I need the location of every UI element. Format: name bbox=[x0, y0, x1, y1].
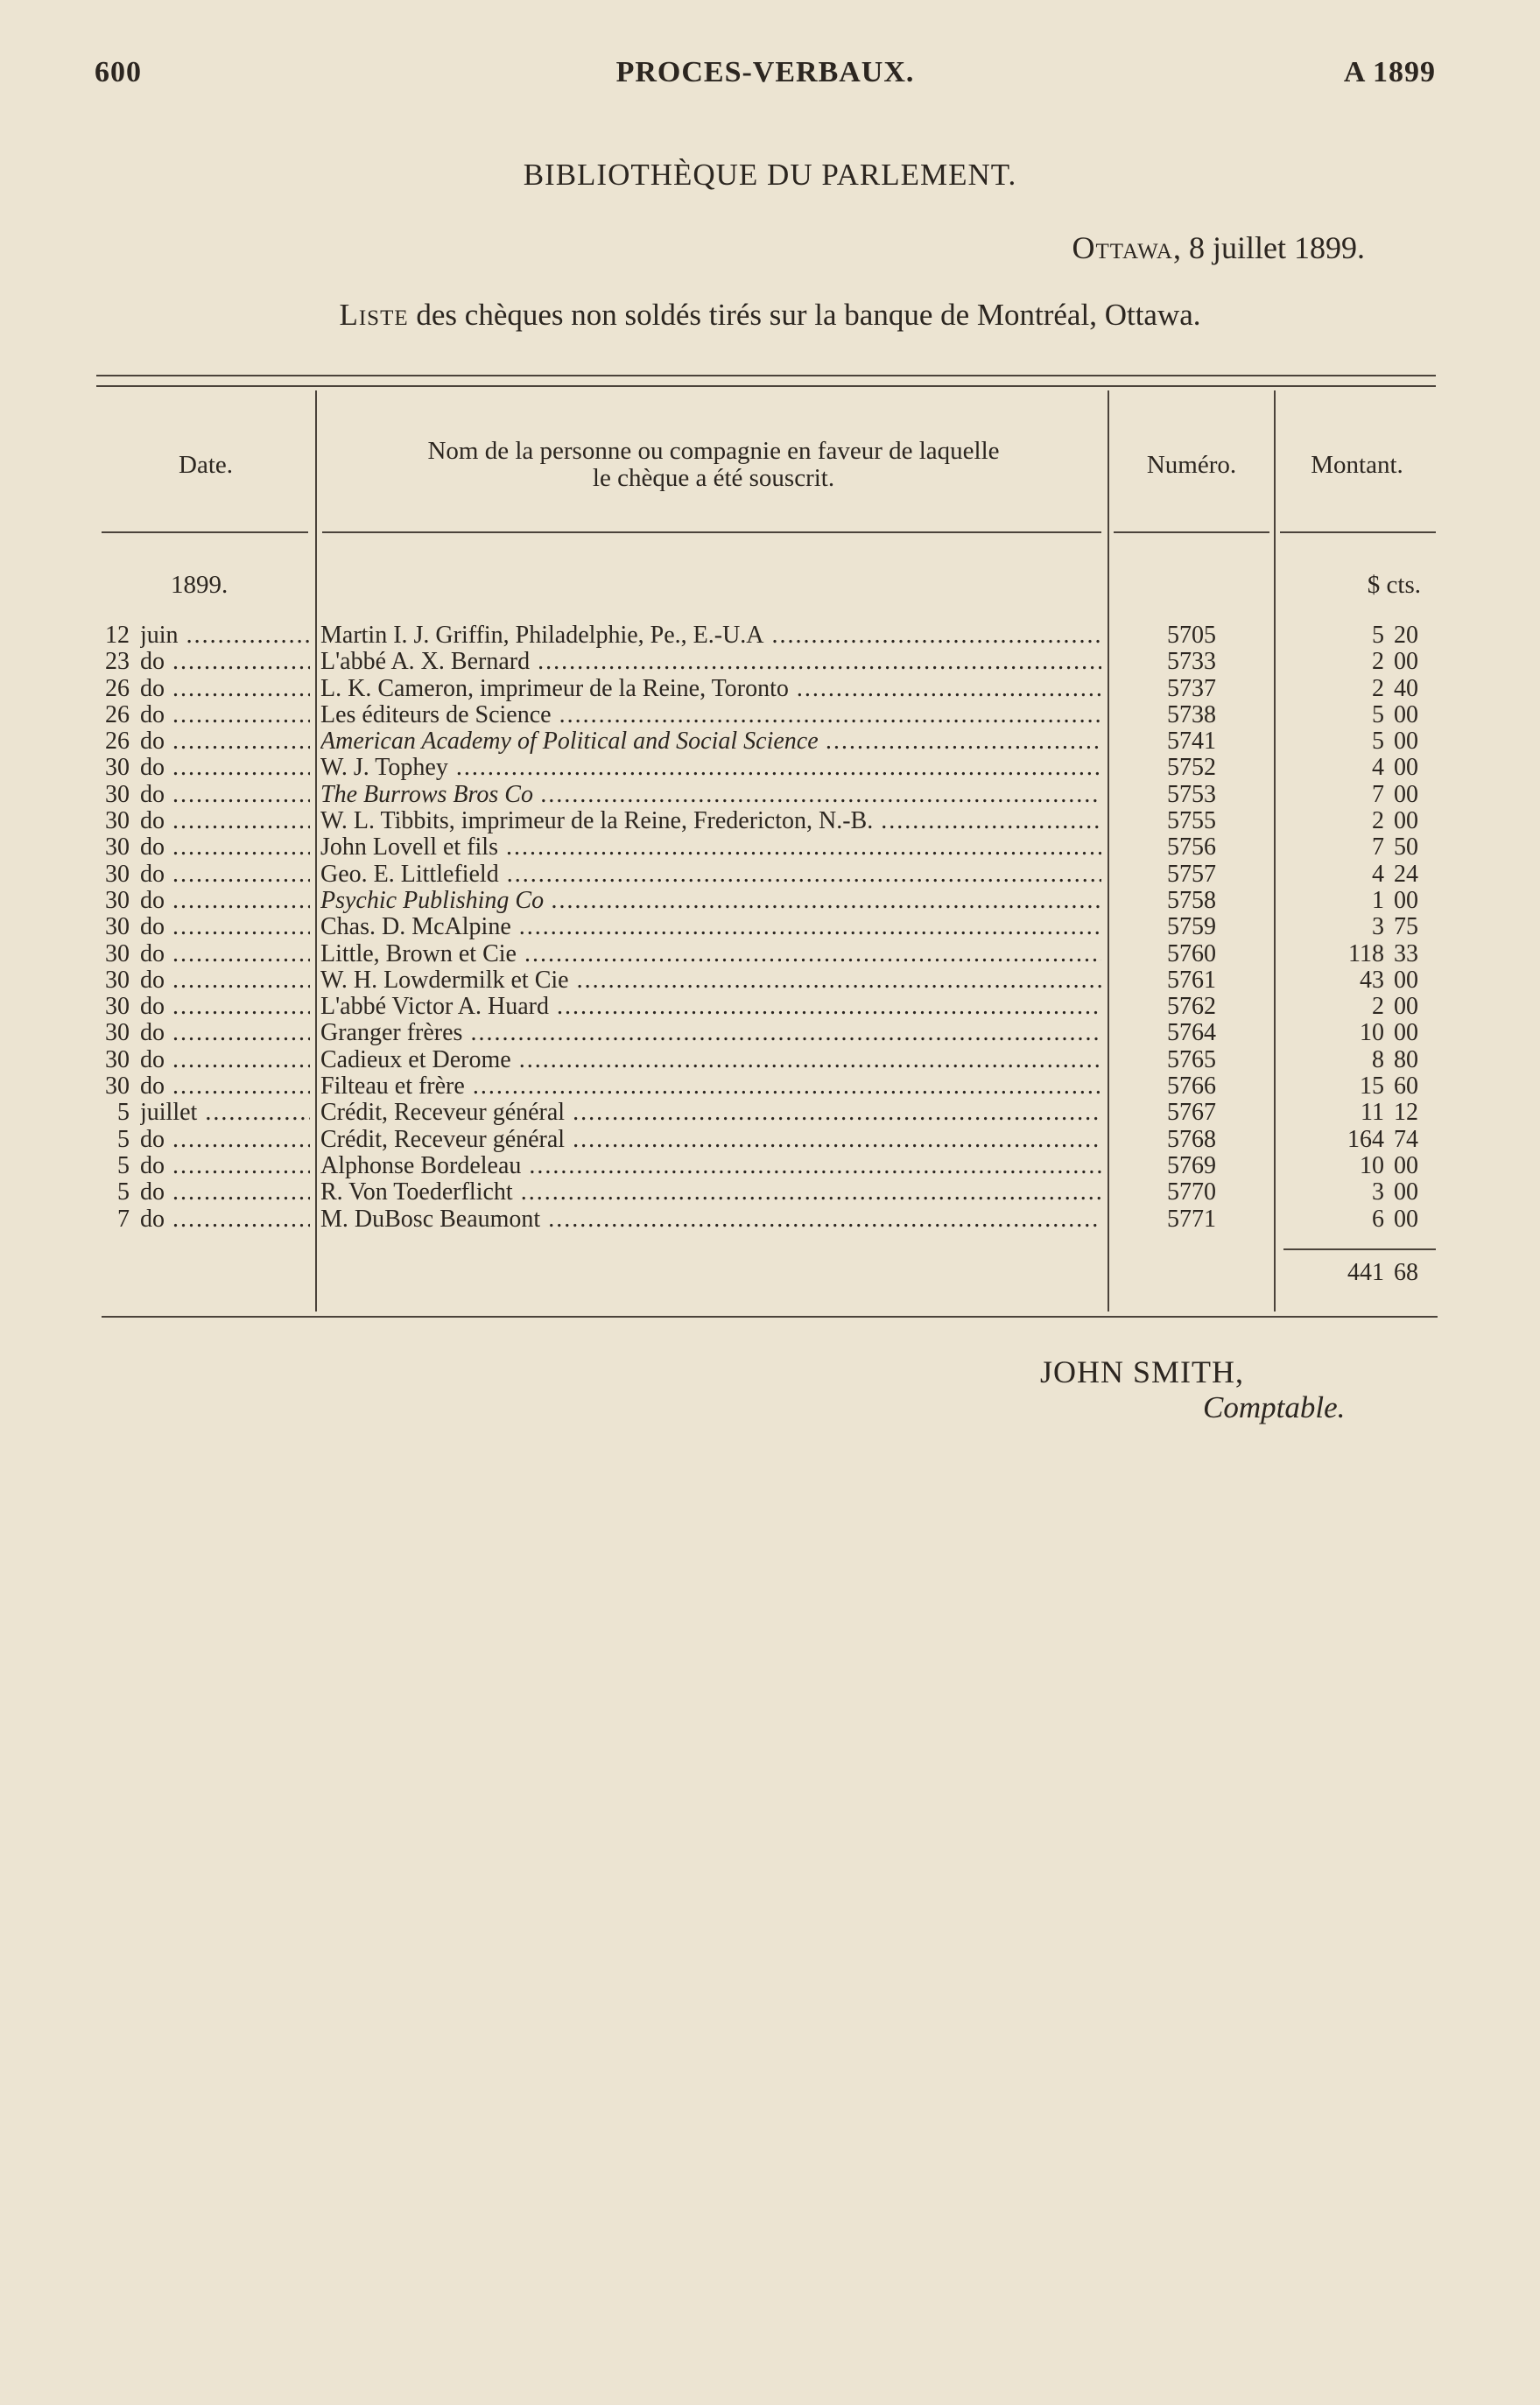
row-payee: Chas. D. McAlpine ..... bbox=[320, 914, 1101, 940]
row-cents: 74 bbox=[1394, 1125, 1418, 1153]
row-payee: Little, Brown et Cie ..... bbox=[320, 941, 1101, 967]
row-month: do ..... bbox=[140, 888, 310, 914]
caption-lead: Liste bbox=[339, 298, 409, 332]
header-separator bbox=[1114, 531, 1269, 533]
table-row bbox=[0, 1206, 1540, 1233]
row-day: 23 bbox=[105, 648, 130, 676]
total-dollars: 441 bbox=[1347, 1259, 1384, 1286]
row-dollars: 15 bbox=[1360, 1072, 1384, 1101]
table-row bbox=[0, 676, 1540, 702]
row-cents: 60 bbox=[1394, 1072, 1418, 1101]
row-dollars: 43 bbox=[1360, 966, 1384, 994]
table-row bbox=[0, 1153, 1540, 1179]
table-row bbox=[0, 994, 1540, 1020]
row-day: 7 bbox=[117, 1205, 130, 1233]
row-cents: 00 bbox=[1394, 754, 1418, 782]
table-row bbox=[0, 941, 1540, 967]
row-month: juillet ..... bbox=[140, 1100, 310, 1126]
row-payee: Les éditeurs de Science ..... bbox=[320, 702, 1101, 728]
row-day: 30 bbox=[105, 1019, 130, 1047]
row-dollars: 5 bbox=[1372, 728, 1384, 756]
row-month: do ..... bbox=[140, 676, 310, 702]
total-rule bbox=[1283, 1248, 1436, 1250]
table-row bbox=[0, 755, 1540, 781]
row-dollars: 3 bbox=[1372, 1178, 1384, 1206]
row-day: 30 bbox=[105, 780, 130, 808]
row-payee: W. L. Tibbits, imprimeur de la Reine, Fredericton, N.-B. ..... bbox=[320, 808, 1101, 834]
row-number: 5738 bbox=[1167, 700, 1216, 728]
row-cents: 00 bbox=[1394, 886, 1418, 914]
row-payee: R. Von Toederflicht ..... bbox=[320, 1179, 1101, 1206]
row-month: do ..... bbox=[140, 1073, 310, 1100]
row-month: do ..... bbox=[140, 994, 310, 1020]
place: Ottawa bbox=[1072, 230, 1173, 265]
row-number: 5752 bbox=[1167, 754, 1216, 782]
row-payee: Crédit, Receveur général ..... bbox=[320, 1127, 1101, 1153]
row-month: do ..... bbox=[140, 1020, 310, 1046]
table-row bbox=[0, 1179, 1540, 1206]
row-day: 30 bbox=[105, 807, 130, 835]
table-row bbox=[0, 834, 1540, 861]
row-dollars: 2 bbox=[1372, 993, 1384, 1021]
row-month: do ..... bbox=[140, 782, 310, 808]
row-payee: L. K. Cameron, imprimeur de la Reine, Toronto ..... bbox=[320, 676, 1101, 702]
row-dollars: 5 bbox=[1372, 700, 1384, 728]
header-separator bbox=[102, 531, 308, 533]
row-month: do ..... bbox=[140, 967, 310, 994]
row-number: 5705 bbox=[1167, 622, 1216, 649]
row-dollars: 2 bbox=[1372, 648, 1384, 676]
amount-unit: $ cts. bbox=[1367, 571, 1421, 599]
row-month: do ..... bbox=[140, 808, 310, 834]
row-cents: 75 bbox=[1394, 913, 1418, 941]
row-number: 5733 bbox=[1167, 648, 1216, 676]
row-number: 5764 bbox=[1167, 1019, 1216, 1047]
row-month: do ..... bbox=[140, 941, 310, 967]
row-dollars: 118 bbox=[1348, 939, 1384, 967]
row-month: do ..... bbox=[140, 861, 310, 888]
row-number: 5768 bbox=[1167, 1125, 1216, 1153]
table-body bbox=[0, 622, 1540, 1233]
row-dollars: 4 bbox=[1372, 754, 1384, 782]
row-dollars: 5 bbox=[1372, 622, 1384, 649]
row-number: 5771 bbox=[1167, 1205, 1216, 1233]
table-caption bbox=[0, 298, 1540, 333]
row-payee: W. J. Tophey ..... bbox=[320, 755, 1101, 781]
row-number: 5741 bbox=[1167, 728, 1216, 756]
row-day: 5 bbox=[117, 1151, 130, 1179]
row-payee: John Lovell et fils ..... bbox=[320, 834, 1101, 861]
row-day: 26 bbox=[105, 728, 130, 756]
table-row bbox=[0, 861, 1540, 888]
row-number: 5770 bbox=[1167, 1178, 1216, 1206]
row-number: 5769 bbox=[1167, 1151, 1216, 1179]
header-name-line2: le chèque a été souscrit. bbox=[592, 464, 835, 492]
row-number: 5767 bbox=[1167, 1099, 1216, 1127]
row-number: 5762 bbox=[1167, 993, 1216, 1021]
row-cents: 00 bbox=[1394, 728, 1418, 756]
date: , 8 juillet 1899. bbox=[1173, 230, 1365, 265]
signature-role: Comptable. bbox=[1203, 1390, 1346, 1424]
document-title: BIBLIOTHÈQUE DU PARLEMENT. bbox=[523, 158, 1017, 192]
table-row bbox=[0, 1073, 1540, 1100]
row-cents: 40 bbox=[1394, 674, 1418, 702]
header-separator bbox=[322, 531, 1101, 533]
running-head-title: PROCES-VERBAUX. bbox=[615, 56, 915, 88]
row-month: do ..... bbox=[140, 914, 310, 940]
row-payee: L'abbé Victor A. Huard ..... bbox=[320, 994, 1101, 1020]
row-cents: 12 bbox=[1394, 1099, 1418, 1127]
table-row bbox=[0, 649, 1540, 675]
table-row bbox=[0, 808, 1540, 834]
row-cents: 00 bbox=[1394, 700, 1418, 728]
header-separator bbox=[1280, 531, 1436, 533]
row-month: do ..... bbox=[140, 1179, 310, 1206]
row-cents: 00 bbox=[1394, 1178, 1418, 1206]
row-dollars: 7 bbox=[1372, 833, 1384, 861]
row-number: 5756 bbox=[1167, 833, 1216, 861]
row-payee: Geo. E. Littlefield ..... bbox=[320, 861, 1101, 888]
row-number: 5765 bbox=[1167, 1045, 1216, 1073]
table-row bbox=[0, 1100, 1540, 1126]
row-cents: 00 bbox=[1394, 1019, 1418, 1047]
row-payee: M. DuBosc Beaumont ..... bbox=[320, 1206, 1101, 1233]
table-top-rule bbox=[96, 375, 1436, 376]
row-payee: Cadieux et Derome ..... bbox=[320, 1047, 1101, 1073]
table-row bbox=[0, 702, 1540, 728]
row-day: 5 bbox=[117, 1125, 130, 1153]
row-dollars: 8 bbox=[1372, 1045, 1384, 1073]
row-month: do ..... bbox=[140, 834, 310, 861]
row-payee: Psychic Publishing Co ..... bbox=[320, 888, 1101, 914]
row-cents: 00 bbox=[1394, 807, 1418, 835]
row-day: 5 bbox=[117, 1099, 130, 1127]
row-day: 26 bbox=[105, 700, 130, 728]
total-cents: 68 bbox=[1394, 1259, 1418, 1286]
running-head-year: A 1899 bbox=[1343, 56, 1436, 88]
caption-rest: des chèques non soldés tirés sur la banque de Montréal, Ottawa. bbox=[408, 298, 1201, 332]
row-dollars: 10 bbox=[1360, 1019, 1384, 1047]
row-payee: L'abbé A. X. Bernard ..... bbox=[320, 649, 1101, 675]
table-row bbox=[0, 1127, 1540, 1153]
row-day: 12 bbox=[105, 622, 130, 649]
row-cents: 00 bbox=[1394, 993, 1418, 1021]
running-head bbox=[95, 56, 1436, 100]
row-cents: 20 bbox=[1394, 622, 1418, 649]
row-cents: 00 bbox=[1394, 648, 1418, 676]
row-payee: Martin I. J. Griffin, Philadelphie, Pe., E.-U.A ..... bbox=[320, 622, 1101, 649]
row-payee: Crédit, Receveur général ..... bbox=[320, 1100, 1101, 1126]
row-dollars: 7 bbox=[1372, 780, 1384, 808]
row-day: 30 bbox=[105, 833, 130, 861]
row-day: 30 bbox=[105, 886, 130, 914]
table-row bbox=[0, 1020, 1540, 1046]
table-row bbox=[0, 782, 1540, 808]
row-dollars: 164 bbox=[1347, 1125, 1384, 1153]
row-month: do ..... bbox=[140, 755, 310, 781]
row-number: 5766 bbox=[1167, 1072, 1216, 1101]
row-cents: 00 bbox=[1394, 1151, 1418, 1179]
row-number: 5761 bbox=[1167, 966, 1216, 994]
row-number: 5753 bbox=[1167, 780, 1216, 808]
row-day: 30 bbox=[105, 1045, 130, 1073]
row-payee: Filteau et frère ..... bbox=[320, 1073, 1101, 1100]
row-cents: 24 bbox=[1394, 860, 1418, 888]
table-bottom-rule bbox=[102, 1316, 1438, 1318]
row-month: juin ..... bbox=[140, 622, 310, 649]
row-day: 30 bbox=[105, 966, 130, 994]
row-payee: Alphonse Bordeleau ..... bbox=[320, 1153, 1101, 1179]
table-row bbox=[0, 728, 1540, 755]
row-number: 5755 bbox=[1167, 807, 1216, 835]
row-day: 30 bbox=[105, 913, 130, 941]
table-row bbox=[0, 967, 1540, 994]
row-day: 30 bbox=[105, 860, 130, 888]
row-dollars: 6 bbox=[1372, 1205, 1384, 1233]
table-row bbox=[0, 622, 1540, 649]
header-amount: Montant. bbox=[1311, 451, 1403, 479]
signature-name: JOHN SMITH, bbox=[1040, 1354, 1245, 1389]
row-day: 30 bbox=[105, 1072, 130, 1101]
row-day: 30 bbox=[105, 754, 130, 782]
row-day: 30 bbox=[105, 993, 130, 1021]
page-number: 600 bbox=[95, 56, 142, 88]
row-cents: 00 bbox=[1394, 966, 1418, 994]
table-row bbox=[0, 1047, 1540, 1073]
row-payee: American Academy of Political and Social Science ..... bbox=[320, 728, 1101, 755]
row-number: 5757 bbox=[1167, 860, 1216, 888]
row-payee: W. H. Lowdermilk et Cie ..... bbox=[320, 967, 1101, 994]
row-month: do ..... bbox=[140, 1127, 310, 1153]
row-number: 5737 bbox=[1167, 674, 1216, 702]
row-dollars: 4 bbox=[1372, 860, 1384, 888]
row-day: 5 bbox=[117, 1178, 130, 1206]
row-cents: 50 bbox=[1394, 833, 1418, 861]
row-number: 5758 bbox=[1167, 886, 1216, 914]
row-month: do ..... bbox=[140, 702, 310, 728]
row-dollars: 1 bbox=[1372, 886, 1384, 914]
header-name bbox=[324, 438, 1103, 492]
row-dollars: 11 bbox=[1361, 1099, 1384, 1127]
row-cents: 00 bbox=[1394, 780, 1418, 808]
place-date bbox=[1072, 229, 1365, 266]
row-payee: The Burrows Bros Co ..... bbox=[320, 782, 1101, 808]
row-month: do ..... bbox=[140, 649, 310, 675]
row-cents: 00 bbox=[1394, 1205, 1418, 1233]
table-year: 1899. bbox=[171, 571, 229, 599]
row-cents: 33 bbox=[1394, 939, 1418, 967]
table-top-rule-inner bbox=[96, 385, 1436, 387]
header-number: Numéro. bbox=[1146, 451, 1237, 479]
row-month: do ..... bbox=[140, 1153, 310, 1179]
table-row bbox=[0, 914, 1540, 940]
table-row bbox=[0, 888, 1540, 914]
row-dollars: 3 bbox=[1372, 913, 1384, 941]
row-month: do ..... bbox=[140, 1047, 310, 1073]
row-payee: Granger frères ..... bbox=[320, 1020, 1101, 1046]
row-month: do ..... bbox=[140, 728, 310, 755]
row-dollars: 2 bbox=[1372, 807, 1384, 835]
row-number: 5760 bbox=[1167, 939, 1216, 967]
header-name-line1: Nom de la personne ou compagnie en faveur de laquelle bbox=[427, 437, 1000, 465]
row-dollars: 2 bbox=[1372, 674, 1384, 702]
row-dollars: 10 bbox=[1360, 1151, 1384, 1179]
row-month: do ..... bbox=[140, 1206, 310, 1233]
row-day: 30 bbox=[105, 939, 130, 967]
row-number: 5759 bbox=[1167, 913, 1216, 941]
row-cents: 80 bbox=[1394, 1045, 1418, 1073]
row-day: 26 bbox=[105, 674, 130, 702]
header-date: Date. bbox=[179, 451, 233, 479]
